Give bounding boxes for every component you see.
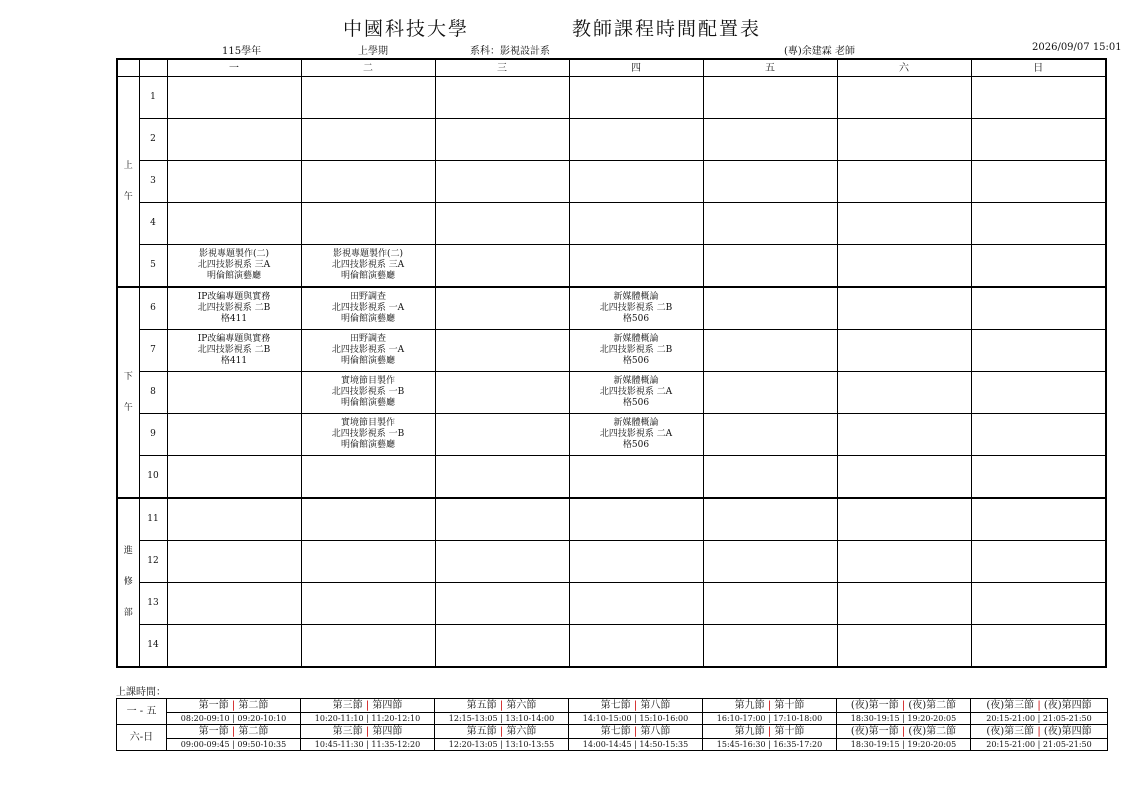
period-row	[117, 77, 1106, 119]
period-number: 7	[139, 330, 167, 372]
course-cell	[167, 498, 301, 541]
course-cell: 新媒體概論 北四技影視系 二B 格506	[569, 287, 703, 330]
course-cell	[971, 77, 1106, 119]
course-cell	[703, 161, 837, 203]
course-cell	[301, 498, 435, 541]
day-header: 五	[703, 59, 837, 77]
period-row	[117, 456, 1106, 499]
course-cell: 田野調查 北四技影視系 一A 明倫館演藝廳	[301, 330, 435, 372]
course-cell	[435, 372, 569, 414]
course-cell	[703, 203, 837, 245]
course-cell: 新媒體概論 北四技影視系 二B 格506	[569, 330, 703, 372]
time-slot: (夜)第一節 | (夜)第二節 18:30-19:15 | 19:20-20:05	[837, 725, 971, 751]
course-cell	[837, 77, 971, 119]
course-cell	[569, 161, 703, 203]
course-cell	[837, 414, 971, 456]
period-number: 10	[139, 456, 167, 499]
course-cell	[301, 625, 435, 668]
period-number: 2	[139, 119, 167, 161]
times-day-label: 六-日	[117, 725, 167, 751]
course-cell	[703, 287, 837, 330]
time-slot: 第三節 | 第四節 10:20-11:10 | 11:20-12:10	[301, 699, 435, 725]
times-row-weekend	[117, 725, 1108, 751]
course-cell	[703, 541, 837, 583]
course-cell	[301, 583, 435, 625]
course-cell	[167, 583, 301, 625]
time-slot: (夜)第三節 | (夜)第四節 20:15-21:00 | 21:05-21:50	[971, 725, 1108, 751]
times-day-label: 一 - 五	[117, 699, 167, 725]
course-cell	[435, 541, 569, 583]
course-cell	[837, 498, 971, 541]
day-header: 一	[167, 59, 301, 77]
course-cell	[569, 119, 703, 161]
course-cell	[703, 119, 837, 161]
course-cell	[435, 583, 569, 625]
course-cell	[167, 625, 301, 668]
course-cell	[435, 161, 569, 203]
info-bar	[0, 42, 1131, 56]
course-cell	[569, 498, 703, 541]
time-slot: 第五節 | 第六節 12:15-13:05 | 13:10-14:00	[435, 699, 569, 725]
course-cell: 新媒體概論 北四技影視系 二A 格506	[569, 372, 703, 414]
period-number: 4	[139, 203, 167, 245]
course-cell	[837, 330, 971, 372]
course-cell	[301, 119, 435, 161]
time-slot: 第一節 | 第二節 09:00-09:45 | 09:50-10:35	[167, 725, 301, 751]
period-number: 8	[139, 372, 167, 414]
period-number: 11	[139, 498, 167, 541]
course-cell	[837, 541, 971, 583]
department: 系科：影視設計系	[470, 46, 550, 57]
schedule-table	[116, 58, 1107, 668]
period-row	[117, 372, 1106, 414]
course-cell	[569, 203, 703, 245]
period-number: 6	[139, 287, 167, 330]
period-row	[117, 161, 1106, 203]
course-cell	[167, 414, 301, 456]
course-cell: 影視專題製作(二) 北四技影視系 三A 明倫館演藝廳	[301, 245, 435, 288]
course-cell	[703, 372, 837, 414]
course-cell	[837, 245, 971, 288]
period-row	[117, 583, 1106, 625]
course-cell	[971, 119, 1106, 161]
period-row	[117, 414, 1106, 456]
section-label-morning: 上 午	[117, 77, 139, 288]
course-cell	[301, 77, 435, 119]
time-slot: 第三節 | 第四節 10:45-11:30 | 11:35-12:20	[301, 725, 435, 751]
course-cell: IP改編專題與實務 北四技影視系 二B 格411	[167, 287, 301, 330]
day-header: 二	[301, 59, 435, 77]
course-cell	[569, 245, 703, 288]
day-header-row	[117, 59, 1106, 77]
course-cell: 實境節目製作 北四技影視系 一B 明倫館演藝廳	[301, 372, 435, 414]
time-slot: 第五節 | 第六節 12:20-13:05 | 13:10-13:55	[435, 725, 569, 751]
course-cell	[301, 161, 435, 203]
course-cell	[167, 456, 301, 499]
corner-cell	[139, 59, 167, 77]
time-slot: 第七節 | 第八節 14:00-14:45 | 14:50-15:35	[569, 725, 703, 751]
course-cell	[569, 77, 703, 119]
course-cell	[703, 245, 837, 288]
period-number: 3	[139, 161, 167, 203]
course-cell	[971, 456, 1106, 499]
course-cell	[435, 77, 569, 119]
course-cell	[435, 287, 569, 330]
course-cell	[971, 414, 1106, 456]
course-cell	[971, 330, 1106, 372]
course-cell	[971, 372, 1106, 414]
course-cell: 影視專題製作(二) 北四技影視系 三A 明倫館演藝廳	[167, 245, 301, 288]
course-cell	[435, 456, 569, 499]
school-name: 中國科技大學	[343, 18, 470, 40]
course-cell: 新媒體概論 北四技影視系 二A 格506	[569, 414, 703, 456]
course-cell	[569, 541, 703, 583]
page-title-bar	[0, 14, 1131, 42]
course-cell	[703, 625, 837, 668]
course-cell	[837, 287, 971, 330]
course-cell	[837, 161, 971, 203]
class-times-label: 上課時間：	[116, 687, 166, 698]
day-header: 日	[971, 59, 1106, 77]
course-cell	[971, 203, 1106, 245]
course-cell	[703, 330, 837, 372]
period-number: 9	[139, 414, 167, 456]
course-cell	[301, 203, 435, 245]
course-cell	[971, 161, 1106, 203]
academic-year: 115學年	[222, 46, 262, 57]
course-cell	[971, 498, 1106, 541]
course-cell	[435, 203, 569, 245]
course-cell	[837, 583, 971, 625]
course-cell	[301, 541, 435, 583]
course-cell	[703, 456, 837, 499]
day-header: 六	[837, 59, 971, 77]
period-row	[117, 119, 1106, 161]
time-slot: 第九節 | 第十節 16:10-17:00 | 17:10-18:00	[703, 699, 837, 725]
time-slot: (夜)第一節 | (夜)第二節 18:30-19:15 | 19:20-20:05	[837, 699, 971, 725]
course-cell	[167, 161, 301, 203]
section-label-evening: 進 修 部	[117, 498, 139, 667]
course-cell	[435, 245, 569, 288]
course-cell	[435, 119, 569, 161]
class-times-table	[116, 698, 1108, 751]
course-cell	[971, 245, 1106, 288]
course-cell	[167, 372, 301, 414]
course-cell: IP改編專題與實務 北四技影視系 二B 格411	[167, 330, 301, 372]
period-number: 1	[139, 77, 167, 119]
day-header: 三	[435, 59, 569, 77]
period-row	[117, 287, 1106, 330]
course-cell	[837, 625, 971, 668]
course-cell	[703, 498, 837, 541]
time-slot: (夜)第三節 | (夜)第四節 20:15-21:00 | 21:05-21:50	[971, 699, 1108, 725]
course-cell	[167, 541, 301, 583]
course-cell	[971, 583, 1106, 625]
print-timestamp: 2026/09/07 15:01	[1032, 42, 1122, 53]
corner-cell	[117, 59, 139, 77]
course-cell	[971, 625, 1106, 668]
period-row	[117, 625, 1106, 668]
course-cell	[837, 119, 971, 161]
period-row	[117, 203, 1106, 245]
course-cell	[301, 456, 435, 499]
day-header: 四	[569, 59, 703, 77]
period-row	[117, 330, 1106, 372]
course-cell	[569, 583, 703, 625]
course-cell	[837, 203, 971, 245]
times-row-weekday	[117, 699, 1108, 725]
course-cell	[167, 77, 301, 119]
period-row	[117, 245, 1106, 288]
document-title: 教師課程時間配置表	[572, 18, 762, 40]
period-number: 5	[139, 245, 167, 288]
course-cell: 田野調查 北四技影視系 一A 明倫館演藝廳	[301, 287, 435, 330]
course-cell	[167, 203, 301, 245]
time-slot: 第一節 | 第二節 08:20-09:10 | 09:20-10:10	[167, 699, 301, 725]
course-cell	[435, 498, 569, 541]
course-cell	[837, 372, 971, 414]
course-cell	[435, 414, 569, 456]
period-number: 14	[139, 625, 167, 668]
period-row	[117, 541, 1106, 583]
period-row	[117, 498, 1106, 541]
time-slot: 第七節 | 第八節 14:10-15:00 | 15:10-16:00	[569, 699, 703, 725]
period-number: 13	[139, 583, 167, 625]
course-cell	[167, 119, 301, 161]
time-slot: 第九節 | 第十節 15:45-16:30 | 16:35-17:20	[703, 725, 837, 751]
course-cell	[837, 456, 971, 499]
course-cell	[569, 456, 703, 499]
course-cell	[703, 77, 837, 119]
period-number: 12	[139, 541, 167, 583]
course-cell	[703, 414, 837, 456]
course-cell	[703, 583, 837, 625]
course-cell	[569, 625, 703, 668]
section-label-afternoon: 下 午	[117, 287, 139, 498]
course-cell	[435, 625, 569, 668]
course-cell	[971, 287, 1106, 330]
course-cell	[971, 541, 1106, 583]
course-cell: 實境節目製作 北四技影視系 一B 明倫館演藝廳	[301, 414, 435, 456]
teacher-name: (專)余建霖 老師	[784, 46, 855, 57]
semester: 上學期	[358, 46, 388, 57]
course-cell	[435, 330, 569, 372]
